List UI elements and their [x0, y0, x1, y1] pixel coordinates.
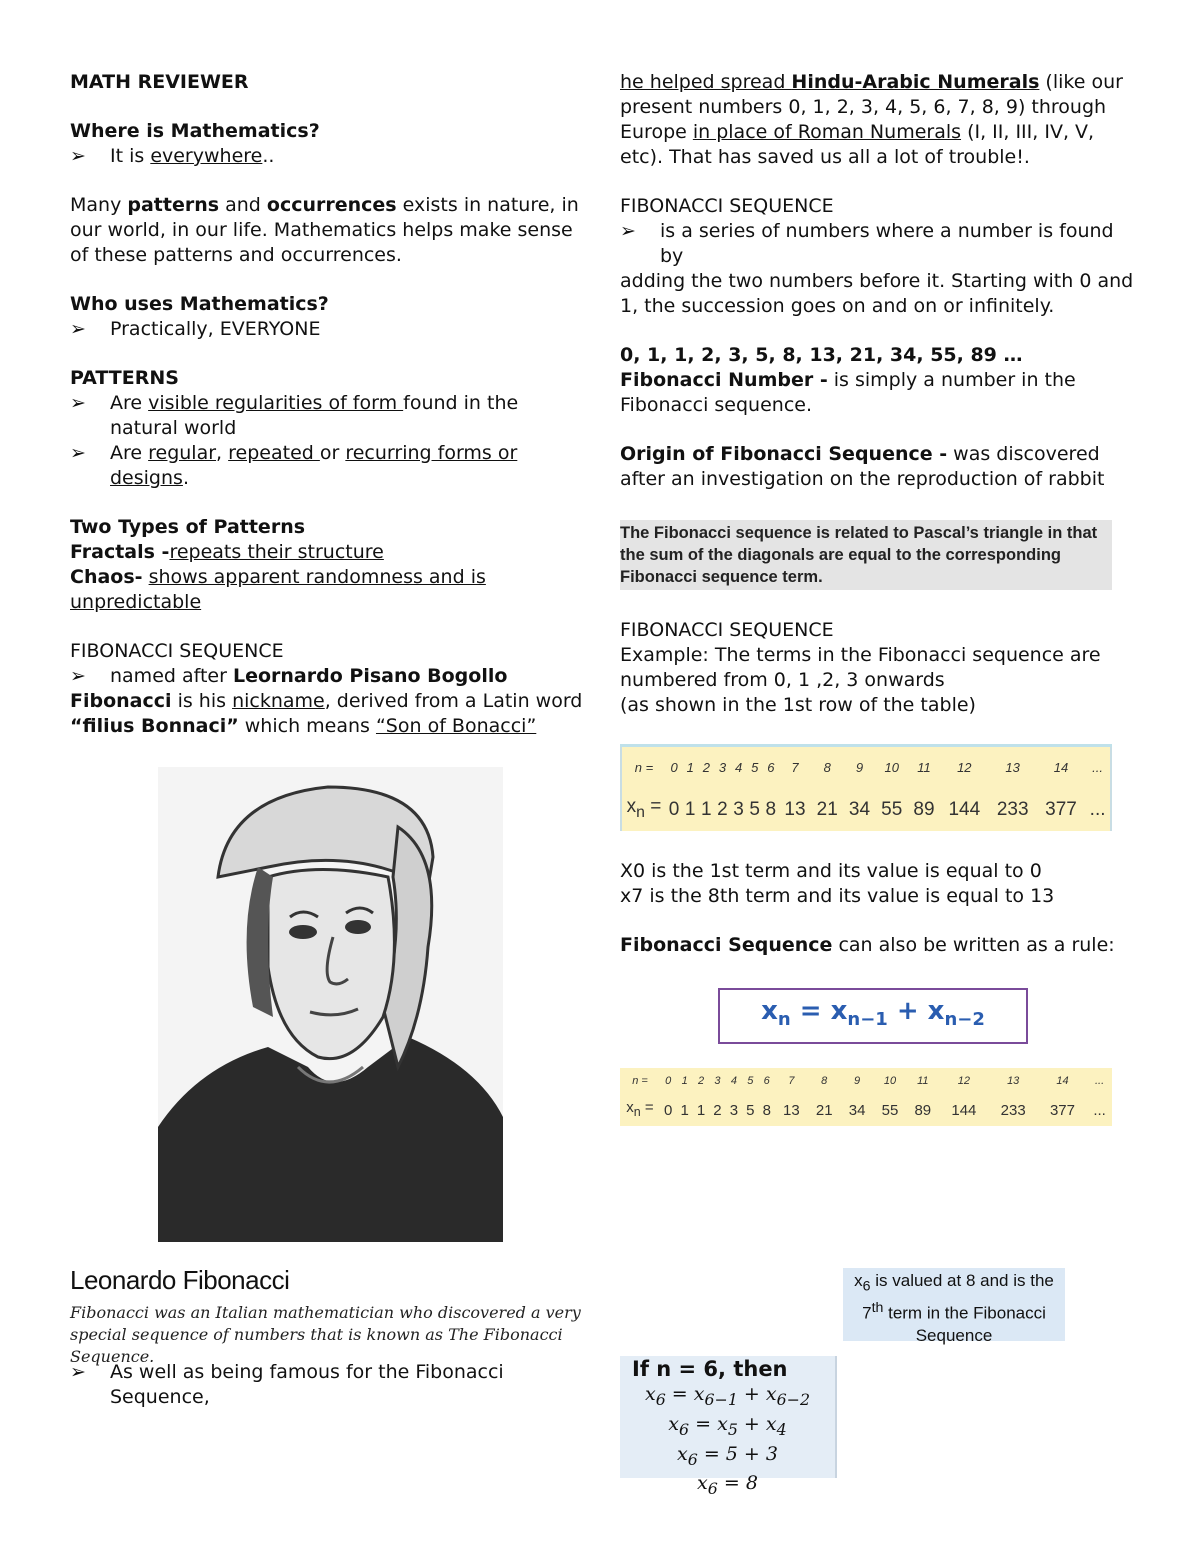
table-cell: 0: [664, 1101, 673, 1119]
table-cell: 0: [670, 759, 678, 775]
example-text: Example: The terms in the Fibonacci sequence are numbered from 0, 1 ,2, 3 onwards: [620, 644, 1101, 691]
table-row-x: $x_n$ = 0 1 1 2 3 5 8 13 21 34 55 89 144 233 377 ...: [621, 787, 1111, 831]
fibonacci-heading: FIBONACCI SEQUENCE: [70, 640, 284, 662]
who-heading: Who uses Mathematics?: [70, 293, 329, 315]
fibonacci-number-def: Fibonacci Number - is simply a number in the Fibonacci sequence.: [620, 369, 1076, 416]
table-row-x: $x_n$ = 0 1 1 2 3 5 8 13 21 34 55 89 144 233 377 ...: [620, 1094, 1112, 1126]
table-cell: 3: [718, 759, 727, 775]
table-cell: 13: [783, 1101, 800, 1119]
arrowhead-bullet-icon: ➢: [70, 665, 86, 687]
table-cell: 5: [746, 1101, 755, 1119]
portrait-caption-title: Leonardo Fibonacci: [70, 1265, 290, 1295]
table-cell: 5: [749, 798, 760, 820]
calc-eq-2: $x_6 = x_5 + x_4$: [668, 1412, 787, 1439]
arrowhead-bullet-icon: ➢: [70, 392, 86, 414]
table-cell: 0: [665, 1074, 672, 1087]
table-cell: 0: [668, 798, 680, 820]
table-cell: 144: [951, 1101, 977, 1119]
page-title: MATH REVIEWER: [70, 71, 249, 93]
example-note: (as shown in the 1st row of the table): [620, 694, 976, 716]
fractals-line: Fractals -repeats their structure: [70, 541, 384, 563]
table-cell: 1: [701, 798, 712, 820]
sequence-line: 0, 1, 1, 2, 3, 5, 8, 13, 21, 34, 55, 89 …: [620, 344, 1023, 366]
arrowhead-bullet-icon: ➢: [620, 220, 636, 242]
bullet-item: ➢ Practically, EVERYONE: [70, 318, 321, 340]
table-cell: 2: [713, 1101, 722, 1119]
table-cell: 377: [1049, 1101, 1075, 1119]
arrowhead-bullet-icon: ➢: [70, 145, 86, 167]
chaos-line: Chaos- shows apparent randomness and is unpredictable: [70, 566, 486, 613]
portrait-engraving-icon: [158, 767, 503, 1242]
arrowhead-bullet-icon: ➢: [70, 442, 86, 464]
table-cell: 12: [957, 1074, 971, 1087]
table-cell: 2: [717, 798, 728, 820]
patterns-paragraph: Many patterns and occurrences exists in nature, in our world, in our life. Mathematics helps make sense of these patterns and occurrences.: [70, 194, 579, 266]
table-cell: 5: [747, 1074, 754, 1087]
bullet-item: ➢ Are visible regularities of form found in the natural world: [70, 392, 519, 439]
table-cell: 1: [696, 1101, 706, 1119]
table-cell: 4: [730, 1074, 737, 1087]
bullet-item: ➢ It is everywhere..: [70, 145, 275, 167]
table-cell: 3: [714, 1074, 721, 1087]
table-cell: 21: [815, 1101, 833, 1119]
x7-line: x7 is the 8th term and its value is equal to 13: [620, 885, 1055, 907]
table-cell: 1: [686, 759, 694, 775]
origin-paragraph: Origin of Fibonacci Sequence - was discovered after an investigation on the reproduction of rabbit: [620, 443, 1105, 490]
table-cell: 1: [680, 1101, 689, 1119]
table-cell: 8: [762, 1101, 771, 1119]
table-cell: 2: [702, 759, 710, 775]
table-cell: 233: [1000, 1101, 1026, 1119]
table-cell: 9: [855, 759, 864, 775]
x0-line: X0 is the 1st term and its value is equal to 0: [620, 860, 1042, 882]
table-cell: 8: [821, 1074, 828, 1087]
table-cell: 10: [883, 1074, 897, 1087]
table-cell: 7: [788, 1074, 795, 1087]
table-cell: 34: [848, 1101, 866, 1119]
fibonacci-table-2: [620, 1068, 1112, 1126]
types-heading: Two Types of Patterns: [70, 516, 306, 538]
table-cell: ...: [1094, 1074, 1105, 1087]
table-cell: ...: [1089, 798, 1106, 820]
bullet-item: ➢ Are regular, repeated or recurring forms or designs.: [70, 442, 518, 489]
table-cell: 3: [733, 798, 744, 820]
table-cell: ...: [1093, 1101, 1106, 1119]
calc-eq-3: $x_6 = 5 + 3$: [677, 1442, 778, 1469]
n-equals-6-calculation: [620, 1356, 837, 1499]
table-cell: 13: [1007, 1074, 1020, 1087]
table-cell: 34: [848, 798, 871, 820]
table-cell: 8: [823, 759, 831, 775]
right-column: [620, 70, 1135, 1126]
table-cell: 89: [913, 798, 935, 820]
table-cell: 10: [884, 759, 899, 775]
table-cell: 6: [767, 759, 775, 775]
fibonacci-definition: adding the two numbers before it. Starting with 0 and 1, the succession goes on and on or infinitely.: [620, 270, 1134, 317]
table-cell: 8: [765, 798, 777, 820]
table-cell: 5: [751, 759, 759, 775]
rule-paragraph: Fibonacci Sequence can also be written as a rule:: [620, 934, 1115, 956]
bullet-item: ➢ is a series of numbers where a number is found by: [620, 220, 1114, 267]
fibonacci-heading-2: FIBONACCI SEQUENCE: [620, 195, 834, 217]
table-cell: 6: [763, 1074, 770, 1087]
pascal-note: The Fibonacci sequence is related to Pascal’s triangle in that the sum of the diagonals are equal to the corresponding Fibonacci sequence term.: [620, 520, 1112, 590]
patterns-heading: PATTERNS: [70, 367, 179, 389]
arrowhead-bullet-icon: ➢: [70, 1361, 86, 1383]
table-cell: 377: [1045, 798, 1077, 820]
fibonacci-heading-3: FIBONACCI SEQUENCE: [620, 619, 834, 641]
table-cell: 55: [881, 798, 903, 820]
table-cell: 13: [784, 798, 806, 820]
table-cell: 21: [816, 798, 838, 820]
left-column: [70, 70, 585, 1410]
table-cell: 13: [1005, 759, 1020, 775]
table-cell: 1: [681, 1074, 688, 1087]
fibonacci-table-1: [620, 744, 1112, 831]
table-cell: 7: [791, 759, 799, 775]
table-cell: 55: [881, 1101, 899, 1119]
table-cell: 4: [734, 759, 743, 775]
table-cell: 1: [684, 798, 696, 820]
table-cell: 11: [917, 1074, 929, 1087]
calc-eq-4: $x_6 = 8$: [697, 1472, 758, 1499]
table-cell: 144: [948, 798, 981, 820]
x6-note: $x_6$ is valued at 8 and is the 7th term in the Fibonacci Sequence: [843, 1268, 1065, 1341]
table-cell: 9: [854, 1074, 861, 1087]
table-row-n: n = 0 1 2 3 4 5 6 7 8 9 10 11 12 13 14 ...: [621, 746, 1111, 788]
bullet-item: ➢ As well as being famous for the Fibonacci Sequence,: [70, 1361, 504, 1408]
table-cell: 89: [914, 1101, 932, 1119]
arrowhead-bullet-icon: ➢: [70, 318, 86, 340]
table-cell: 2: [697, 1074, 705, 1087]
table-cell: 14: [1056, 1074, 1069, 1087]
table-cell: 14: [1053, 759, 1069, 775]
where-heading: Where is Mathematics?: [70, 120, 320, 142]
table-cell: 3: [729, 1101, 739, 1119]
table-cell: 12: [957, 759, 972, 775]
table-cell: 233: [996, 798, 1029, 820]
table-cell: 11: [917, 759, 931, 775]
recurrence-formula: $x_n = x_{n-1} + x_{n-2}$: [718, 988, 1028, 1044]
table-cell: ...: [1092, 759, 1104, 775]
hindu-arabic-paragraph: he helped spread Hindu-Arabic Numerals (like our present numbers 0, 1, 2, 3, 4, 5, 6, 7, 8, 9) through Europe in place of Roman Numerals (I, II, III, IV, V, etc). That has saved us all a lot of trouble!.: [620, 71, 1123, 168]
calc-eq-1: $x_6 = x_{6-1} + x_{6-2}$: [644, 1383, 811, 1409]
fibonacci-named-paragraph: ➢ named after Leornardo Pisano Bogollo Fibonacci is his nickname, derived from a Latin word “filius Bonnaci” which means “Son of Bonacci”: [70, 665, 583, 737]
fibonacci-portrait: [158, 767, 503, 1242]
table-row-n: n = 0 1 2 3 4 5 6 7 8 9 10 11 12 13 14 ...: [620, 1068, 1112, 1094]
portrait-caption-text: Fibonacci was an Italian mathematician who discovered a very special sequence of numbers that is known as The Fibonacci Sequence.: [70, 1303, 581, 1366]
calc-heading: If n = 6, then: [632, 1357, 788, 1381]
